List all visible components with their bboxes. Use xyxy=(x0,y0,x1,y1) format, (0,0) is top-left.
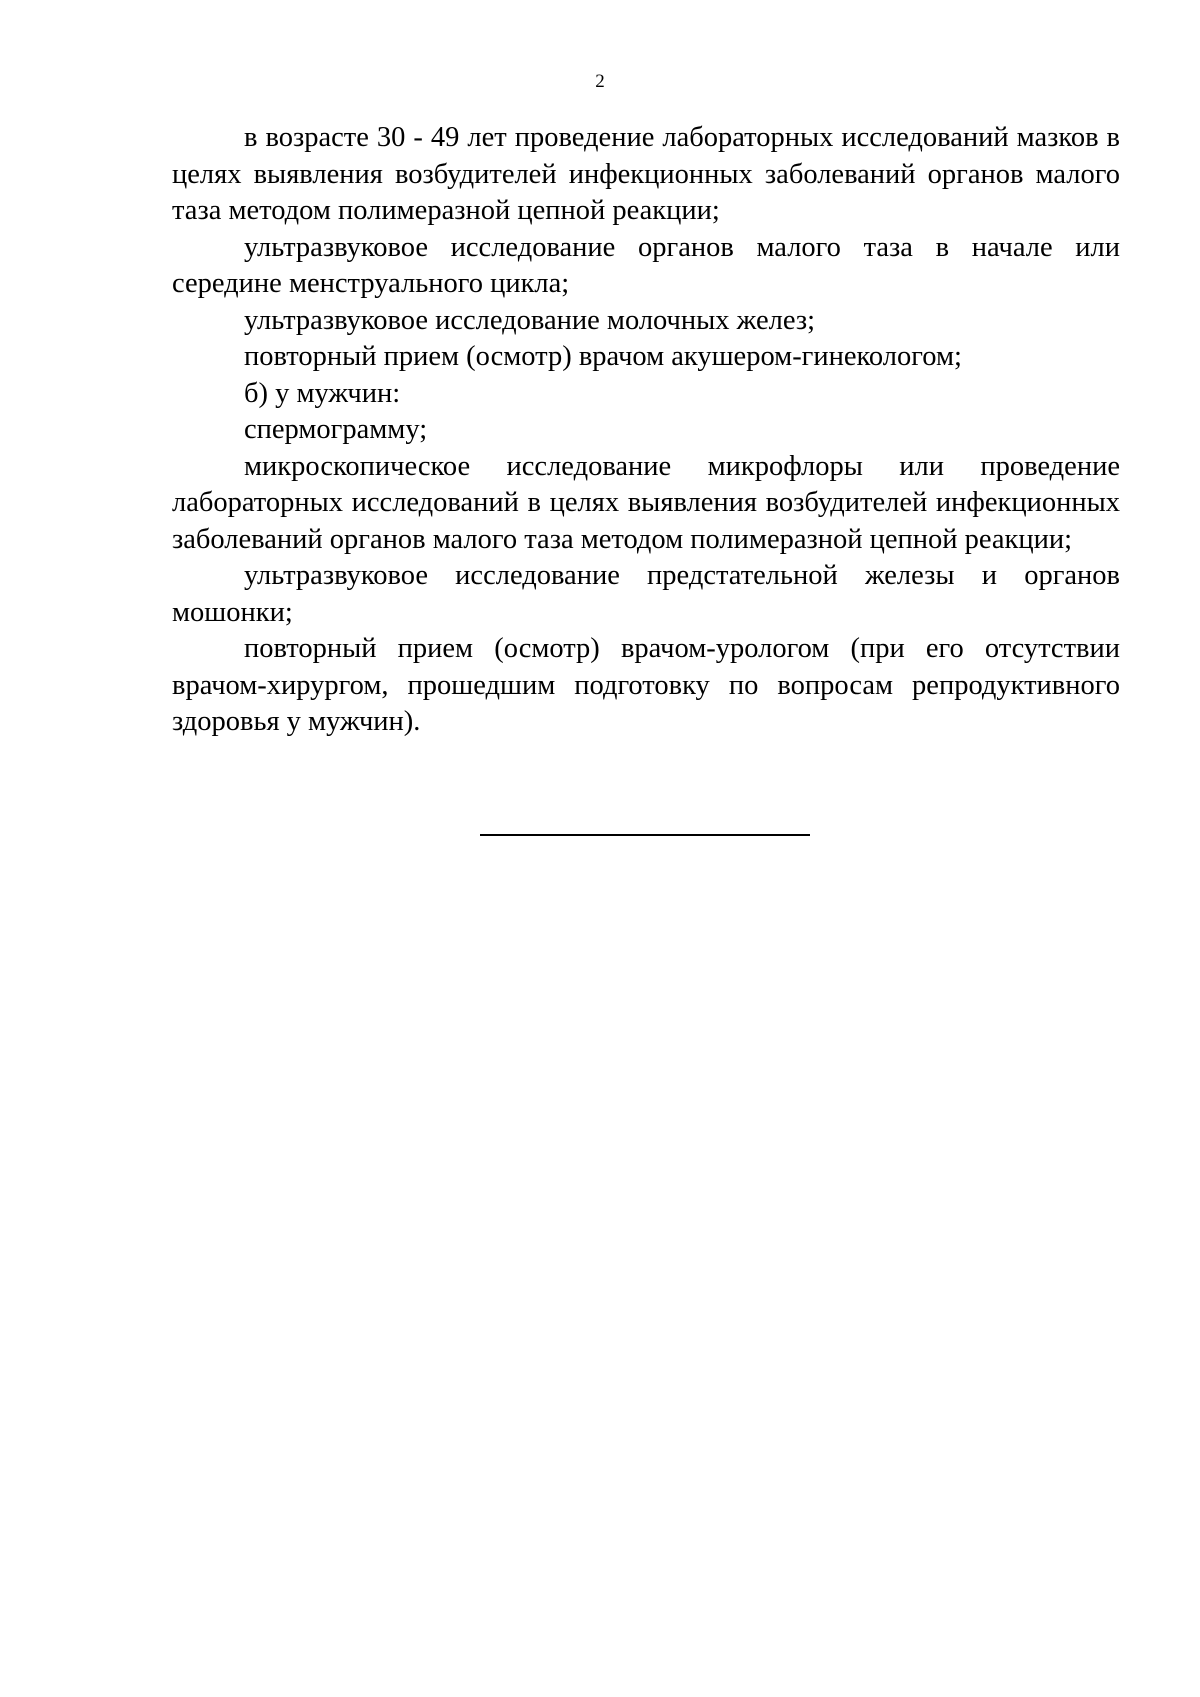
paragraph-prostate-ultrasound: ультразвуковое исследование предстательной железы и органов мошонки; xyxy=(172,560,1120,628)
paragraph-urologist-visit: повторный прием (осмотр) врачом-урологом (при его отсутствии врачом-хирургом, прошедшим подготовку по вопросам репродуктивного здоровья у мужчин). xyxy=(172,633,1120,737)
paragraph-breast-ultrasound: ультразвуковое исследование молочных желез; xyxy=(244,304,816,336)
page-number: 2 xyxy=(595,71,605,92)
paragraph-men-heading: б) у мужчин: xyxy=(244,377,401,409)
paragraph-gynecologist-visit: повторный прием (осмотр) врачом акушером-гинекологом; xyxy=(244,341,962,372)
paragraph-men-microflora: микроскопическое исследование микрофлоры или проведение лабораторных исследований в целях выявления возбудителей инфекционных заболеваний органов малого таза методом полимеразной цепной реакции; xyxy=(172,450,1120,555)
document-body xyxy=(172,120,1120,741)
paragraph-spermogram: спермограмму; xyxy=(244,414,428,445)
paragraph-pelvic-ultrasound: ультразвуковое исследование органов малого таза в начале или середине менструального цикла; xyxy=(172,231,1120,299)
paragraph-women-pcr-smear: в возрасте 30 - 49 лет проведение лабораторных исследований мазков в целях выявления возбудителей инфекционных заболеваний органов малого таза методом полимеразной цепной реакции; xyxy=(172,122,1120,226)
end-of-text-rule xyxy=(480,834,810,836)
